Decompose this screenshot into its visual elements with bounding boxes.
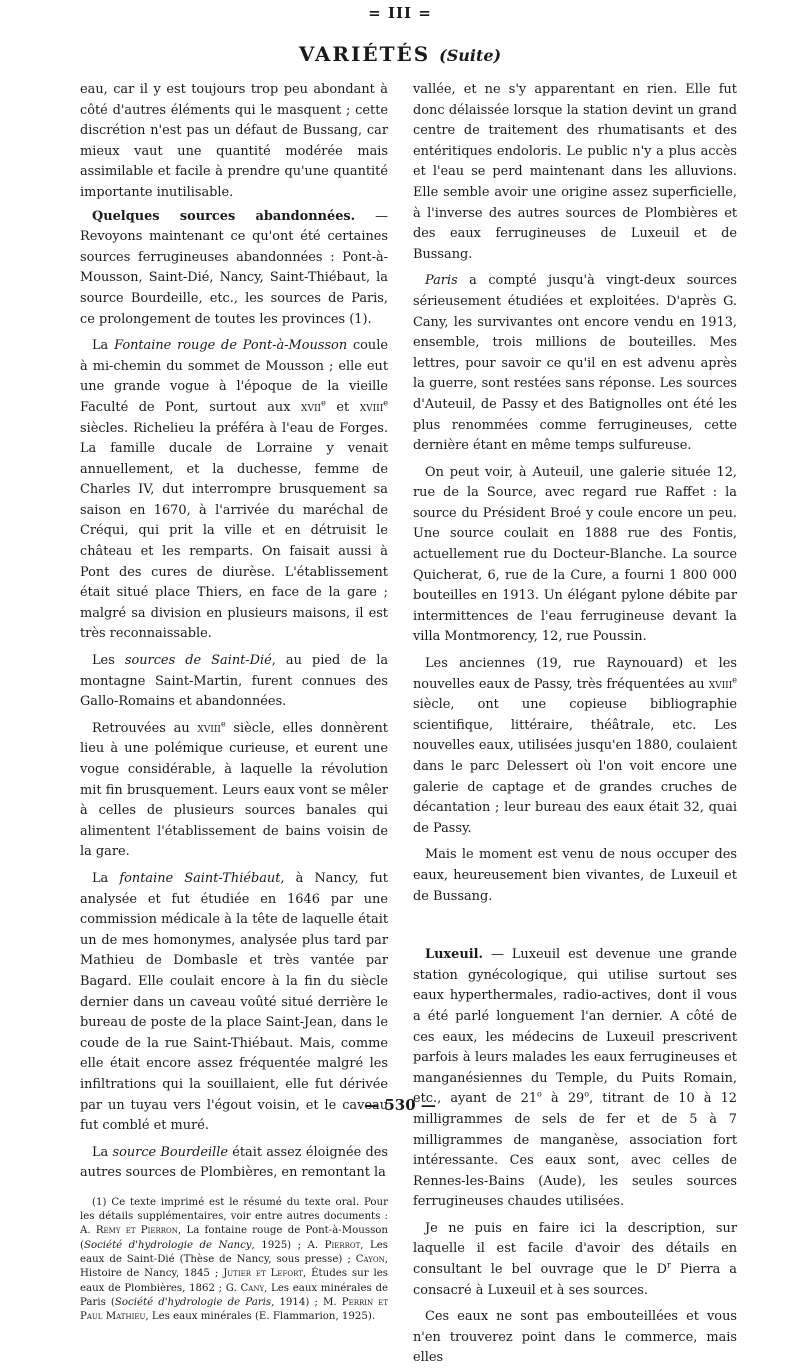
italic-term: Fontaine rouge de Pont-à-Mousson: [114, 338, 348, 354]
text: — Luxeuil est devenue une grande station gynécologique, qui utilise surtout ses eaux hyperthermales, radio-actives, dont il vous a été parlé longuement l'an dernier. A côté de ces eaux, les médecins de Luxeuil prescrivent parfois à leurs malades les eaux ferrugineuses et manganésiennes du Temple, du Puits Romain, etc., ayant de 21: [413, 947, 737, 1107]
century: xvii: [301, 399, 322, 415]
footnote-author: Jutier et Lefort: [223, 1268, 303, 1280]
text: a compté jusqu'à vingt-deux sources sérieusement étudiées et exploitées. D'après G. Cany, les survivantes ont encore vendu en 1913, ensemble, trois millions de bouteilles. Mes lettres, pour savoir ce qu'il en est advenu après la guerre, sont restées sans réponse. Les sources d'Auteuil, de Passy et des Batignolles ont été les plus renommées comme ferrugineuses, cette dernière étant en même temps sulfureuse.: [413, 273, 737, 454]
superscript: e: [732, 675, 737, 685]
left-column: [80, 80, 388, 1325]
paragraph-retrouvees: [80, 719, 388, 863]
section-heading: Luxeuil.: [425, 947, 483, 963]
superscript: e: [383, 398, 388, 408]
paragraph-final: Ces eaux ne sont pas embouteillées et vous n'en trouverez point dans le commerce, mais elles: [413, 1309, 737, 1366]
paragraph-luxeuil: [413, 945, 737, 1213]
footnote: [80, 1196, 388, 1325]
footnote-text: , Les eaux minérales de Paris (: [80, 1282, 388, 1308]
century: xviii: [197, 720, 221, 736]
paragraph-passy: [413, 654, 737, 839]
text: La: [92, 870, 120, 886]
italic-term: fontaine Saint-Thiébaut: [119, 870, 281, 886]
right-column: [413, 80, 737, 1369]
text: à 29: [541, 1091, 585, 1107]
footnote-italic: Société d'hydrologie de Paris: [114, 1296, 272, 1308]
text: était assez éloignée des autres sources de Plombières, en remontant la: [80, 1144, 388, 1181]
text: , à Nancy, fut analysée et fut étudiée en 1646 par une commission médicale à la tête de laquelle était un de mes homonymes, analysée plus tard par Mathieu de Dombasle et très vantée par Bagard. Elle coulait encore à la fin du siècle dernier dans un caveau voûté situé derrière le bureau de poste de la place Saint-Jean, dans le coude de la rue Saint-Thiébaut. Mais, comme elle était encore assez fréquentée malgré les infiltrations qui la souillaient, elle fut dérivée par un tuyau vers l'égout voisin, et le caveau fut comblé et muré.: [80, 870, 388, 1134]
text: La: [92, 1144, 113, 1160]
paragraph-auteuil: On peut voir, à Auteuil, une galerie située 12, rue de la Source, avec regard rue Raffet : la source du Président Broé y coule encore un peu. Une source coulait en 1888 rue des Fontis, actuellement rue du Docteur-Blanche. La source Quicherat, 6, rue de la Cure, a fourni 1 800 000 bouteilles en 1913. Un élégant pylone débite par intermittences de l'eau ferrugineuse devant la villa Montmorency, 12, rue Poussin.: [413, 464, 737, 645]
paragraph-bourdeille: [80, 1143, 388, 1184]
footnote-text: , Études sur les eaux de Plombières, 1862 ;: [80, 1268, 389, 1294]
footnote-author: Cayon: [355, 1254, 385, 1266]
paragraph-pont-a-mousson: [80, 336, 388, 645]
text: Les anciennes (19, rue Raynouard) et les nouvelles eaux de Passy, très fréquentées au: [413, 656, 737, 692]
text: La: [92, 338, 115, 354]
text: Je ne puis en faire ici la description, sur laquelle il est facile d'avoir des détails en consultant le bel ouvrage que le D: [413, 1220, 737, 1278]
title-text: VARIÉTÉS: [298, 42, 431, 66]
footnote-text: , Les eaux de Saint-Dié (Thèse de Nancy, sous presse) ;: [80, 1239, 389, 1266]
degree-sign: o: [537, 1090, 542, 1100]
footnote-author: A. Remy et Pierron: [80, 1225, 178, 1237]
footnote-author: M. Perrin et Paul Mathieu: [80, 1296, 388, 1323]
heading-dash: —: [355, 208, 388, 224]
superscript: r: [666, 1260, 671, 1270]
superscript: e: [321, 398, 326, 408]
title-suite: (Suite): [439, 46, 502, 65]
text: siècles. Richelieu la préféra à l'eau de Forges. La famille ducale de Lorraine y venait annuellement, et la duchesse, femme de Charles IV, dut interrompre brusquement sa saison en 1670, à l'arrivée du maréchal de Créqui, qui prit la ville et en détruisit le château et les remparts. On faisait aussi à Pont des cures de diurèse. L'établissement était situé place Thiers, en face de la gare ; malgré sa division en plusieurs maisons, il est très reconnaissable.: [80, 420, 388, 642]
page-title: [0, 42, 800, 66]
footnotes: [80, 1194, 388, 1325]
text: Retrouvées au: [92, 720, 198, 736]
century: xviii: [359, 399, 384, 415]
paragraph: vallée, et ne s'y apparentant en rien. Elle fut donc délaissée lorsque la station devint un grand centre de traitement des rhumatisants et des entéritiques endoloris. Le public n'y a plus accès et l'eau se perd maintenant dans les alluvions. Elle semble avoir une origine assez superficielle, à l'inverse des autres sources de Plombières et des eaux ferrugineuses de Luxeuil et de Bussang.: [413, 82, 737, 262]
text: coule à mi-chemin du sommet de Mousson ; elle eut une grande vogue à l'époque de la vieille Faculté de Pont, surtout aux: [80, 338, 388, 415]
footnote-text: (1) Ce texte imprimé est le résumé du texte oral. Pour les détails supplémentaires, voir entre autres documents :: [80, 1196, 388, 1223]
footnote-author: G. Cany: [225, 1282, 265, 1294]
text: et: [325, 399, 360, 415]
text: siècle, ont une copieuse bibliographie scientifique, littéraire, théâtrale, etc. Les nouvelles eaux, utilisées jusqu'en 1880, coulaient dans le parc Delessert où l'on voit encore une galerie de captage et de grandes cruches de décantation ; leur bureau des eaux était 32, quai de Passy.: [413, 697, 737, 836]
page-number: — 530 —: [364, 1096, 436, 1114]
text: , au pied de la montagne Saint-Martin, furent connues des Gallo-Romains et abandonnées.: [80, 653, 389, 710]
footnote-italic: Société d'hydrologie de Nancy: [83, 1239, 252, 1251]
paragraph-paris: [413, 271, 737, 456]
footnote-text: , 1925) ;: [251, 1239, 308, 1251]
footnote-text: , La fontaine rouge de Pont-à-Mousson (: [80, 1225, 388, 1251]
paragraph-description: [413, 1219, 737, 1301]
text: siècle, elles donnèrent lieu à une polémique curieuse, et eurent une vogue considérable, à laquelle la révolution mit fin brusquement. Leurs eaux vont se mêler à celles de plusieurs sources banales qui alimentent l'établissement de bains voisin de la gare.: [80, 720, 388, 860]
section-heading: Quelques sources abandonnées.: [92, 208, 356, 224]
paragraph-transition: Mais le moment est venu de nous occuper des eaux, heureusement bien vivantes, de Luxeuil et de Bussang.: [413, 847, 737, 904]
text: , titrant de 10 à 12 milligrammes de sels de fer et de 5 à 7 milligrammes de manganèse, association fort intéressante. Ces eaux sont, avec celles de Rennes-les-Bains (Aude), les seules sources ferrugineuses chaudes utilisées.: [413, 1091, 737, 1210]
footnote-text: , Les eaux minérales (E. Flammarion, 1925).: [145, 1311, 376, 1323]
paragraph-text: Revoyons maintenant ce qu'ont été certaines sources ferrugineuses abandonnées : Pont-à-Mousson, Saint-Dié, Nancy, Saint-Thiébaut, la source Bourdeille, etc., les sources de Paris, ce prolongement de toutes les provinces (1).: [80, 229, 388, 327]
italic-term: Paris: [425, 273, 458, 289]
degree-sign: o: [584, 1090, 590, 1100]
century: xviii: [708, 676, 733, 692]
text: Pierra a consacré à Luxeuil et à ses sources.: [413, 1262, 737, 1298]
italic-term: source Bourdeille: [112, 1144, 228, 1160]
footnote-text: , 1914) ;: [271, 1296, 323, 1308]
superscript: e: [220, 719, 226, 729]
text: Les: [92, 653, 125, 669]
footnote-text: , Histoire de Nancy, 1845 ;: [80, 1254, 388, 1280]
paragraph: eau, car il y est toujours trop peu abondant à côté d'autres éléments qui le masquent ; cette discrétion n'est pas un défaut de Bussang, car mieux vaut une quantité modérée mais assimilable et facile à prendre qu'une quantité importante inutilisable.: [80, 82, 388, 200]
section-number: = III =: [368, 4, 432, 22]
paragraph-saint-die: [80, 651, 388, 713]
paragraph-sources-abandonnees: [80, 207, 388, 331]
italic-term: sources de Saint-Dié: [124, 653, 272, 669]
footnote-author: A. Pierrot: [307, 1239, 361, 1251]
